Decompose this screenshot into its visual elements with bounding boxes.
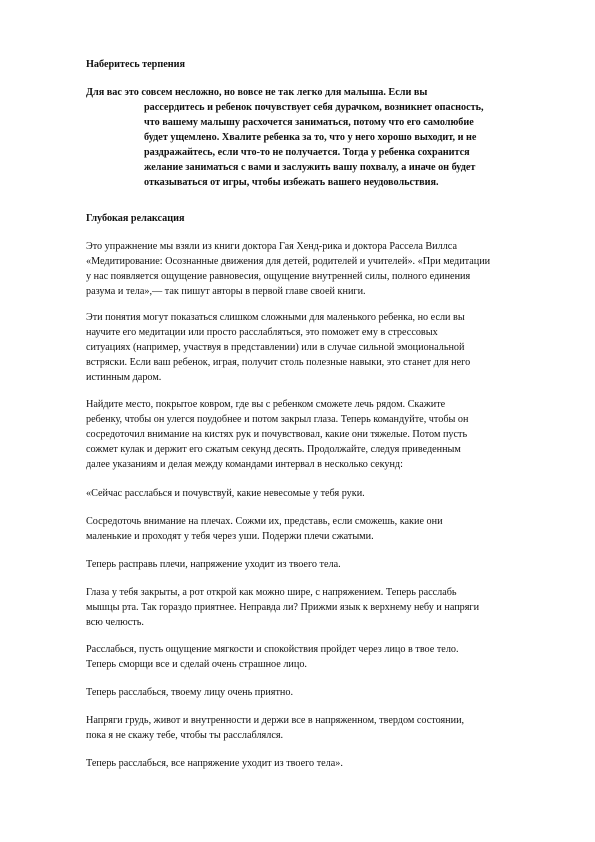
text-line: желание заниматься с вами и заслужить вашу похвалу, а иначе он будет <box>144 162 476 173</box>
text-line: Найдите место, покрытое ковром, где вы с ребенком сможете лечь рядом. Скажите <box>86 399 446 410</box>
paragraph-chest <box>86 713 546 743</box>
paragraph-concepts <box>86 310 546 385</box>
paragraph-mouth <box>86 585 546 630</box>
text-line: пока я не скажу тебе, чтобы ты расслаблялся. <box>86 730 284 741</box>
text-line: разума и тела»,— так пишут авторы в первой главе своей книги. <box>86 286 366 297</box>
text-line: Сосредоточь внимание на плечах. Сожми их, представь, если сможешь, какие они <box>86 516 443 527</box>
paragraph-final-relax <box>86 756 546 771</box>
paragraph-release-shoulders <box>86 557 546 572</box>
text-line: сожмет кулак и держит его сжатым секунд десять. Продолжайте, следуя приведенным <box>86 444 461 455</box>
text-line: «Медитирование: Осознанные движения для детей, родителей и учителей». «При медитации <box>86 256 491 267</box>
paragraph-relax-face <box>86 685 546 700</box>
text-line: Это упражнение мы взяли из книги доктора Гая Хенд-рика и доктора Рассела Виллса <box>86 241 457 252</box>
heading-patience: Наберитесь терпения <box>86 59 185 70</box>
text-line: Для вас это совсем несложно, но вовсе не так легко для малыша. Если вы <box>86 87 428 98</box>
paragraph-instructions <box>86 397 546 472</box>
paragraph-hands <box>86 486 546 501</box>
text-line: «Сейчас расслабься и почувствуй, какие невесомые у тебя руки. <box>86 488 365 499</box>
text-line: у нас появляется ощущение равновесия, ощущение внутренней силы, полного единения <box>86 271 471 282</box>
text-line: отказываться от игры, чтобы избежать вашего неудовольствия. <box>144 177 439 188</box>
text-line: мышцы рта. Так гораздо приятнее. Неправда ли? Прижми язык к верхнему небу и напряги <box>86 602 480 613</box>
text-line: Теперь расслабься, все напряжение уходит из твоего тела». <box>86 758 343 769</box>
paragraph-shoulders <box>86 514 546 544</box>
text-line: ситуациях (например, участвуя в представлении) или в случае сильной эмоциональной <box>86 342 465 353</box>
paragraph-intro <box>86 239 546 299</box>
text-line: Глаза у тебя закрыты, а рот открой как можно шире, с напряжением. Теперь расслабь <box>86 587 457 598</box>
paragraph-face <box>86 642 546 672</box>
text-line: далее указаниям и делая между командами интервал в несколько секунд: <box>86 459 403 470</box>
text-line: научите его медитации или просто расслабляться, это поможет ему в стрессовых <box>86 327 438 338</box>
text-line: будет ущемлено. Хвалите ребенка за то, что у него хорошо выходит, и не <box>144 132 477 143</box>
text-line: раздражайтесь, если что-то не получается. Тогда у ребенка сохранится <box>144 147 470 158</box>
text-line: всю челюсть. <box>86 617 144 628</box>
text-line: Напряги грудь, живот и внутренности и держи все в напряженном, твердом состоянии, <box>86 715 465 726</box>
text-line: истинным даром. <box>86 372 162 383</box>
text-line: маленькие и проходят у тебя через уши. Подержи плечи сжатыми. <box>86 531 374 542</box>
text-line: Теперь расслабься, твоему лицу очень приятно. <box>86 687 294 698</box>
text-line: рассердитесь и ребенок почувствует себя дурачком, возникнет опасность, <box>144 102 484 113</box>
heading-deep-relaxation: Глубокая релаксация <box>86 213 185 224</box>
text-line: ребенку, чтобы он улегся поудобнее и потом закрыл глаза. Теперь командуйте, чтобы он <box>86 414 469 425</box>
text-line: Теперь расправь плечи, напряжение уходит из твоего тела. <box>86 559 341 570</box>
text-line: Теперь сморщи все и сделай очень страшное лицо. <box>86 659 307 670</box>
text-line: Эти понятия могут показаться слишком сложными для маленького ребенка, но если вы <box>86 312 465 323</box>
paragraph-patience <box>86 85 546 190</box>
text-line: что вашему малышу расхочется заниматься, потому что его самолюбие <box>144 117 474 128</box>
text-line: сосредоточил внимание на кистях рук и почувствовал, какие они тяжелые. Потом пусть <box>86 429 468 440</box>
text-line: Расслабься, пусть ощущение мягкости и спокойствия пройдет через лицо в твое тело. <box>86 644 459 655</box>
text-line: встряски. Если ваш ребенок, играя, получит столь полезные навыки, это станет для него <box>86 357 471 368</box>
